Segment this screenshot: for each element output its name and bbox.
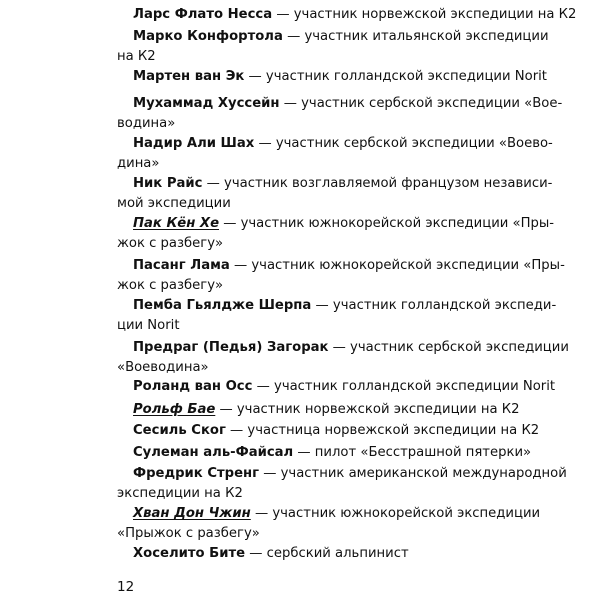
character-name: Роланд ван Осс — [133, 379, 253, 394]
entry-first-line — [133, 296, 557, 316]
character-description: — участник голландской экспеди- — [311, 298, 557, 313]
character-description: — участник сербской экспедиции — [328, 340, 569, 355]
character-description: — участник голландской экспедиции Norit — [252, 379, 556, 394]
character-description: — участник американской международной — [259, 466, 567, 481]
entry-first-line — [133, 67, 547, 87]
entry-continuation-line — [117, 47, 487, 67]
entry-first-line — [133, 443, 532, 463]
character-name: Мартен ван Эк — [133, 69, 245, 84]
entry-first-line — [133, 94, 563, 114]
character-description: «Прыжок с разбегу» — [117, 526, 260, 541]
character-name: Рольф Бае — [133, 402, 216, 417]
page-number: 12 — [117, 579, 135, 595]
entry-first-line — [133, 27, 549, 47]
character-description: — участник норвежской экспедиции на К2 — [272, 7, 577, 22]
entry-first-line — [133, 134, 553, 154]
character-description: мой экспедиции — [117, 196, 231, 211]
entry-first-line — [133, 544, 487, 564]
entry-first-line — [133, 400, 520, 420]
character-description: — участник сербской экспедиции «Вое- — [279, 96, 563, 111]
character-name: Сулеман аль-Файсал — [133, 445, 294, 460]
entry-continuation-line — [117, 234, 487, 254]
character-name: Хоселито Бите — [133, 546, 246, 561]
entry-first-line — [133, 464, 567, 484]
entry-first-line — [133, 338, 569, 358]
character-description: жок с разбегу» — [117, 236, 224, 251]
character-name: Марко Конфортола — [133, 29, 283, 44]
entry-first-line — [133, 256, 565, 276]
character-description: — сербский альпинист — [245, 546, 409, 561]
entry-first-line — [133, 5, 577, 25]
character-description: — участник голландской экспедиции Norit — [244, 69, 547, 84]
character-description: — участник итальянской экспедиции — [282, 29, 549, 44]
entry-continuation-line — [117, 524, 487, 544]
entry-first-line — [133, 174, 553, 194]
character-description: экспедиции на К2 — [117, 486, 243, 501]
character-description: — участник норвежской экспедиции на К2 — [215, 402, 520, 417]
entry-first-line — [133, 504, 541, 524]
character-name: Ларс Флато Несса — [133, 7, 273, 22]
character-description: водина» — [117, 116, 176, 131]
entry-continuation-line — [117, 276, 487, 296]
character-name: Пак Кён Хе — [133, 216, 220, 231]
entry-continuation-line — [117, 154, 487, 174]
entry-continuation-line — [117, 114, 487, 134]
entry-continuation-line — [117, 194, 487, 214]
entry-first-line — [133, 421, 540, 441]
character-name: Сесиль Ског — [133, 423, 226, 438]
character-description: — участница норвежской экспедиции на К2 — [225, 423, 540, 438]
character-name: Ник Райс — [133, 176, 203, 191]
character-description: — участник южнокорейской экспедиции «Пры- — [229, 258, 565, 273]
character-name: Надир Али Шах — [133, 136, 255, 151]
character-description: — участник возглавляемой французом независи- — [202, 176, 553, 191]
character-name: Пасанг Лама — [133, 258, 230, 273]
character-description: дина» — [117, 156, 160, 171]
character-name: Хван Дон Чжин — [133, 506, 251, 521]
character-description: «Воеводина» — [117, 360, 209, 375]
entry-continuation-line — [117, 358, 487, 378]
character-description: — участник сербской экспедиции «Воево- — [254, 136, 553, 151]
character-description: жок с разбегу» — [117, 278, 224, 293]
character-name: Пемба Гьялдже Шерпа — [133, 298, 312, 313]
character-name: Фредрик Стренг — [133, 466, 260, 481]
character-description: — участник южнокорейской экспедиции «Пры- — [219, 216, 555, 231]
entry-continuation-line — [117, 316, 487, 336]
entry-first-line — [133, 377, 556, 397]
character-description: — пилот «Бесстрашной пятерки» — [293, 445, 532, 460]
entry-first-line — [133, 214, 555, 234]
character-description: на К2 — [117, 49, 156, 64]
character-name: Мухаммад Хуссейн — [133, 96, 280, 111]
entry-continuation-line — [117, 484, 487, 504]
character-name: Предраг (Педья) Загорак — [133, 340, 329, 355]
character-description: ции Norit — [117, 318, 180, 333]
character-description: — участник южнокорейской экспедиции — [250, 506, 541, 521]
